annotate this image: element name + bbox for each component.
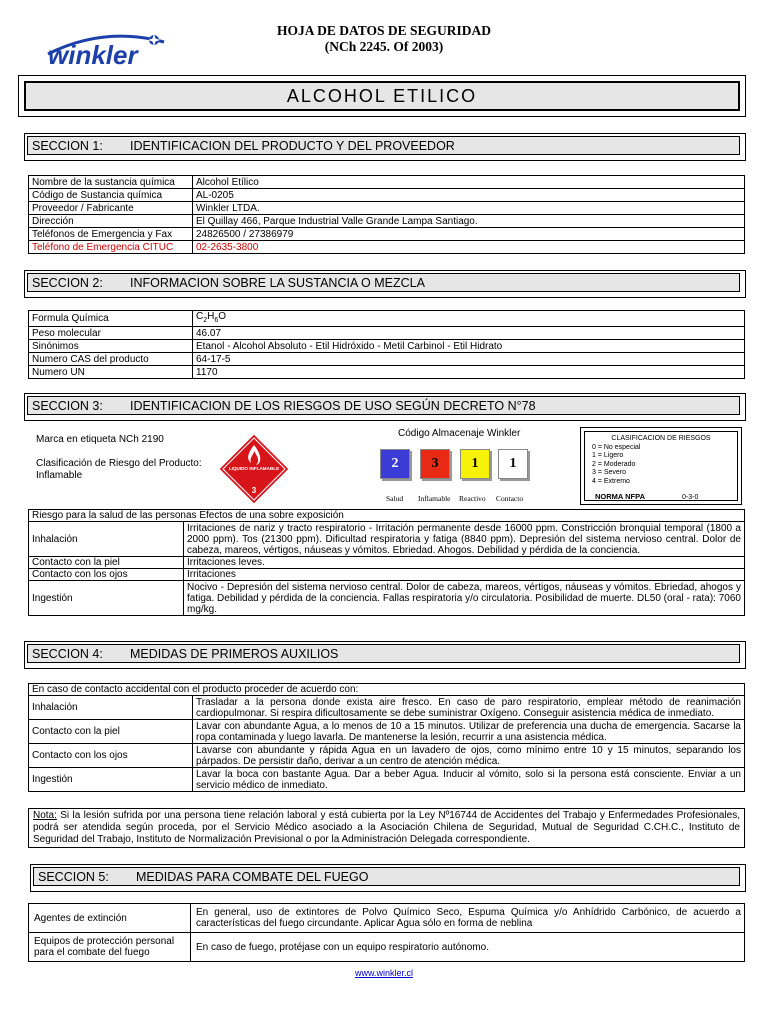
row-value: AL-0205 xyxy=(193,189,745,202)
norma-label: NORMA NFPA xyxy=(595,492,645,501)
table-row xyxy=(29,569,745,581)
nfpa-contact: 1 xyxy=(498,449,528,479)
row-value: 46.07 xyxy=(193,327,745,340)
row-value: 02-2635-3800 xyxy=(193,241,745,254)
row-value: 24826500 / 27386979 xyxy=(193,228,745,241)
section-4-header xyxy=(24,641,746,669)
table-row xyxy=(29,366,745,379)
legend-item: 0 = No especial xyxy=(592,443,641,451)
row-value: Lavarse con abundante y rápida Agua en un lavadero de ojos, como mínimo entre 10 y 15 minutos, separando los párpados. De persistir daño, derivar a un centro de atención médica. xyxy=(193,744,745,768)
row-label: Numero CAS del producto xyxy=(29,353,193,366)
legend-item: 1 = Ligero xyxy=(592,452,624,459)
row-label: Ingestión xyxy=(29,768,193,792)
table-header: En caso de contacto accidental con el producto proceder de acuerdo con: xyxy=(29,684,745,696)
row-label: Agentes de extinción xyxy=(29,904,191,933)
table-row xyxy=(29,684,745,696)
row-value: Winkler LTDA. xyxy=(193,202,745,215)
header-title-line2: (NCh 2245. Of 2003) xyxy=(324,39,444,54)
section-5-table xyxy=(28,903,745,962)
document-header xyxy=(0,23,768,55)
row-value: Lavar la boca con bastante Agua. Dar a beber Agua. Inducir al vómito, solo si la persona está consciente. Enviar a un servicio médico de inmediato. xyxy=(193,768,745,792)
row-label: Peso molecular xyxy=(29,327,193,340)
section-1-header xyxy=(24,133,746,161)
diamond-text: LIQUIDO INFLAMABLE xyxy=(228,466,280,471)
section-5-header xyxy=(30,864,746,892)
flammable-liquid-diamond-icon xyxy=(218,433,290,505)
row-value: 1170 xyxy=(193,366,745,379)
row-label: Contacto con los ojos xyxy=(29,744,193,768)
table-row xyxy=(29,340,745,353)
svg-text:winkler: winkler xyxy=(48,40,138,70)
row-value: En general, uso de extintores de Polvo Químico Seco, Espuma Química y/o Anhídrido Carbónico, de acuerdo a características del fuego circundante. Aplicar Agua sólo en forma de neblina xyxy=(191,904,745,933)
row-label: Contacto con los ojos xyxy=(29,569,184,581)
table-row xyxy=(29,933,745,962)
table-row xyxy=(29,768,745,792)
risk-classification-label: Clasificación de Riesgo del Producto: xyxy=(36,458,202,469)
row-value: Lavar con abundante Agua, a lo menos de 10 a 15 minutos. Utilizar de preferencia una ducha de emergencia. Sacarse la ropa contaminada y luego lavarla. De mantenerse la lesión, recurrir a una asistencia médica. xyxy=(193,720,745,744)
risk-classification-value: Inflamable xyxy=(36,470,83,481)
row-label: Dirección xyxy=(29,215,193,228)
etiqueta-label: Marca en etiqueta NCh 2190 xyxy=(36,434,164,445)
legend-item: 3 = Severo xyxy=(592,469,627,476)
nfpa-contact-label: Contacto xyxy=(496,494,524,503)
table-row xyxy=(29,327,745,340)
section-3-header xyxy=(24,393,746,421)
table-row xyxy=(29,696,745,720)
nfpa-flammability-label: Inflamable xyxy=(418,494,451,503)
product-title-box xyxy=(18,75,746,117)
row-value: El Quillay 466, Parque Industrial Valle Grande Lampa Santiago. xyxy=(193,215,745,228)
website-link[interactable]: www.winkler.cl xyxy=(354,968,413,978)
row-value: Irritaciones xyxy=(184,569,745,581)
table-row xyxy=(29,353,745,366)
row-label: Numero UN xyxy=(29,366,193,379)
row-label: Ingestión xyxy=(29,581,184,616)
legend-title: CLASIFICACION DE RIESGOS xyxy=(611,435,711,442)
table-row xyxy=(29,557,745,569)
table-row xyxy=(29,744,745,768)
section-number: SECCION 1: xyxy=(32,138,103,153)
legend-item: 4 = Extremo xyxy=(592,477,630,485)
row-label: Teléfonos de Emergencia y Fax xyxy=(29,228,193,241)
table-row xyxy=(29,202,745,215)
section-3-table xyxy=(28,509,745,616)
section-title: IDENTIFICACION DEL PRODUCTO Y DEL PROVEEDOR xyxy=(130,138,455,153)
table-row xyxy=(29,581,745,616)
section-number: SECCION 3: xyxy=(32,398,103,413)
note-label: Nota: xyxy=(33,810,57,821)
risk-classification-legend xyxy=(580,427,742,505)
table-row xyxy=(29,241,745,254)
table-row xyxy=(29,215,745,228)
table-row xyxy=(29,189,745,202)
chemical-formula: $C_2H_6O$ xyxy=(193,311,745,327)
legal-note xyxy=(28,808,745,848)
row-value: Etanol - Alcohol Absoluto - Etil Hidróxido - Metil Carbinol - Etil Hidrato xyxy=(193,340,745,353)
row-value: Nocivo - Depresión del sistema nervioso central. Dolor de cabeza, mareos, vértigos, náuseas y vómitos. Ebriedad, ahogos y fatiga. Debilidad y pérdida de la conciencia. Fallas respiratoria y/o circulatoria. Posibilidad de muerte. DL50 (oral - rata): 7060 mg/kg. xyxy=(184,581,745,616)
svg-text:3: 3 xyxy=(251,486,257,495)
table-row xyxy=(29,904,745,933)
table-row xyxy=(29,510,745,522)
table-row xyxy=(29,176,745,189)
section-2-table xyxy=(28,310,745,379)
header-title-line1: HOJA DE DATOS DE SEGURIDAD xyxy=(276,23,492,38)
nfpa-health: 2 xyxy=(380,449,410,479)
row-value: Irritaciones leves. xyxy=(184,557,745,569)
row-label: Equipos de protección personal para el combate del fuego xyxy=(29,933,191,962)
row-label: Contacto con la piel xyxy=(29,557,184,569)
row-label: Código de Sustancia química xyxy=(29,189,193,202)
norma-value: 0-3-0 xyxy=(682,494,699,501)
table-header: Riesgo para la salud de las personas Efectos de una sobre exposición xyxy=(29,510,745,522)
section-number: SECCION 5: xyxy=(38,869,109,884)
section-number: SECCION 2: xyxy=(32,275,103,290)
section-title: IDENTIFICACION DE LOS RIESGOS DE USO SEGÚN DECRETO N°78 xyxy=(130,398,536,413)
row-value: En caso de fuego, protéjase con un equipo respiratorio autónomo. xyxy=(191,933,745,962)
section-title: MEDIDAS DE PRIMEROS AUXILIOS xyxy=(130,646,339,661)
table-row xyxy=(29,311,745,327)
almacenaje-title: Código Almacenaje Winkler xyxy=(398,428,521,439)
row-label: Sinónimos xyxy=(29,340,193,353)
row-label: Nombre de la sustancia química xyxy=(29,176,193,189)
row-value: Irritaciones de nariz y tracto respiratorio - Irritación permanente desde 16000 ppm. Constricción bronquial temporal (1800 a 2000 ppm). Tos (21300 ppm). Dificultad respiratoria y fatiga (8840 ppm). Depresión del sistema nervioso central. Dolor de cabeza, mareos, vértigos, náuseas y vómitos. Ebriedad. Ahogos. Debilidad y pérdida de la conciencia. xyxy=(184,522,745,557)
nfpa-health-label: Salud xyxy=(386,494,404,503)
row-value: 64-17-5 xyxy=(193,353,745,366)
row-value: Alcohol Etílico xyxy=(193,176,745,189)
row-label: Proveedor / Fabricante xyxy=(29,202,193,215)
footer xyxy=(0,968,768,978)
nfpa-flammability: 3 xyxy=(420,449,450,479)
section-2-header xyxy=(24,270,746,298)
row-label: Inhalación xyxy=(29,522,184,557)
risk-classification xyxy=(36,458,202,482)
section-4-table xyxy=(28,683,745,792)
row-label: Inhalación xyxy=(29,696,193,720)
section-title: MEDIDAS PARA COMBATE DEL FUEGO xyxy=(136,869,369,884)
nfpa-reactivity-label: Reactivo xyxy=(459,494,486,503)
table-row xyxy=(29,228,745,241)
table-row xyxy=(29,720,745,744)
row-label: Contacto con la piel xyxy=(29,720,193,744)
row-label: Formula Química xyxy=(29,311,193,327)
section-title: INFORMACION SOBRE LA SUSTANCIA O MEZCLA xyxy=(130,275,425,290)
table-row xyxy=(29,522,745,557)
section-number: SECCION 4: xyxy=(32,646,103,661)
legend-items xyxy=(585,444,737,487)
legend-item: 2 = Moderado xyxy=(592,460,636,468)
product-title: ALCOHOL ETILICO xyxy=(24,81,740,111)
row-value: Trasladar a la persona donde exista aire fresco. En caso de paro respiratorio, emplear método de reanimación cardiopulmonar. Si respira dificultosamente se debe suministrar Oxígeno. Conseguir asistencia médica de inmediato. xyxy=(193,696,745,720)
row-label: Teléfono de Emergencia CITUC xyxy=(29,241,193,254)
nfpa-reactivity: 1 xyxy=(460,449,490,479)
note-text: Si la lesión sufrida por una persona tiene relación laboral y está cubierta por la Ley Nº16744 de Accidentes del Trabajo y Enfermedades Profesionales, podrá ser atendida según proceda, por el Servicio Médico asociado a la Asociación Chilena de Seguridad, Mutual de Seguridad C.CH.C., Instituto de Seguridad del Trabajo, Instituto de Normalización Previsional o por la Administración Delegada correspondiente. xyxy=(33,810,740,845)
section-1-table xyxy=(28,175,745,254)
